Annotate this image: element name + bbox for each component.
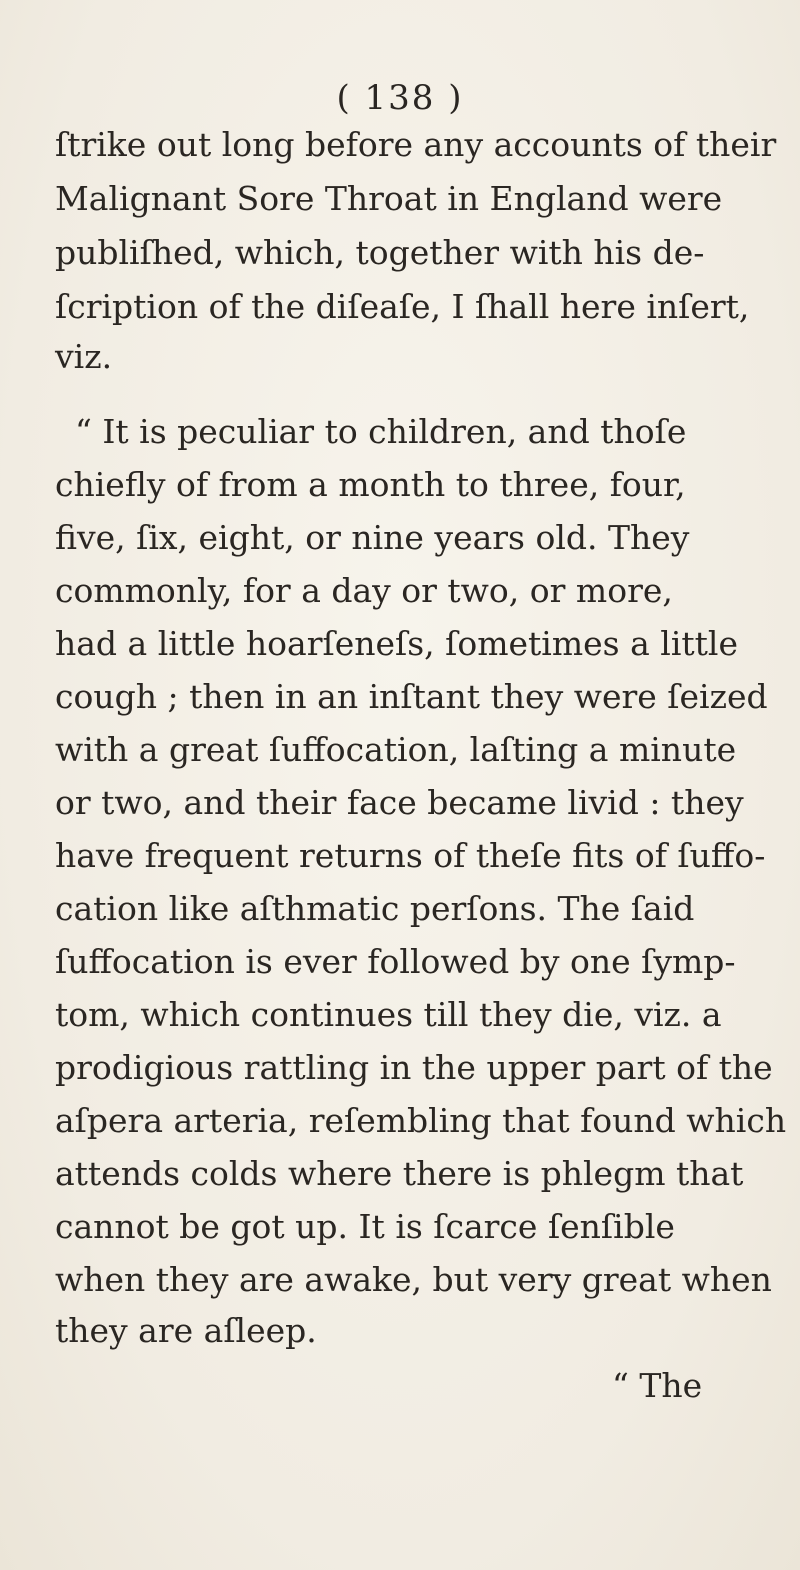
text-line: aſpera arteria, reſembling that found which (55, 1101, 787, 1140)
text-line: “ It is peculiar to children, and thoſe (75, 412, 687, 451)
text-line: with a great ſuffocation, laſting a minute (55, 730, 737, 769)
text-line: viz. (55, 337, 113, 376)
text-line: cough ; then in an inſtant they were ſeized (55, 677, 768, 716)
text-line: commonly, for a day or two, or more, (55, 571, 673, 610)
text-line: when they are awake, but very great when (55, 1260, 772, 1299)
text-line: had a little hoarſeneſs, ſometimes a little (55, 624, 738, 663)
text-line: cation like aſthmatic perſons. The ſaid (55, 889, 695, 928)
text-line: publiſhed, which, together with his de- (55, 233, 705, 272)
text-line: ſuffocation is ever followed by one ſymp- (55, 942, 736, 981)
text-line: Malignant Sore Throat in England were (55, 179, 723, 218)
text-line: ſtrike out long before any accounts of their (55, 125, 777, 164)
text-line: or two, and their face became livid : they (55, 783, 744, 822)
text-line: tom, which continues till they die, viz. a (55, 995, 722, 1034)
page-number: ( 138 ) (336, 78, 464, 118)
text-line: chiefly of from a month to three, four, (55, 465, 686, 504)
text-line: have frequent returns of theſe fits of ſuffo- (55, 836, 766, 875)
catchword: “ The (612, 1366, 703, 1405)
text-line: they are aſleep. (55, 1311, 317, 1350)
text-line: attends colds where there is phlegm that (55, 1154, 744, 1193)
text-line: five, ſix, eight, or nine years old. They (55, 518, 690, 557)
text-line: prodigious rattling in the upper part of the (55, 1048, 773, 1087)
text-line: ſcription of the diſeaſe, I ſhall here inſert, (55, 287, 750, 326)
text-line: cannot be got up. It is ſcarce ſenſible (55, 1207, 675, 1246)
